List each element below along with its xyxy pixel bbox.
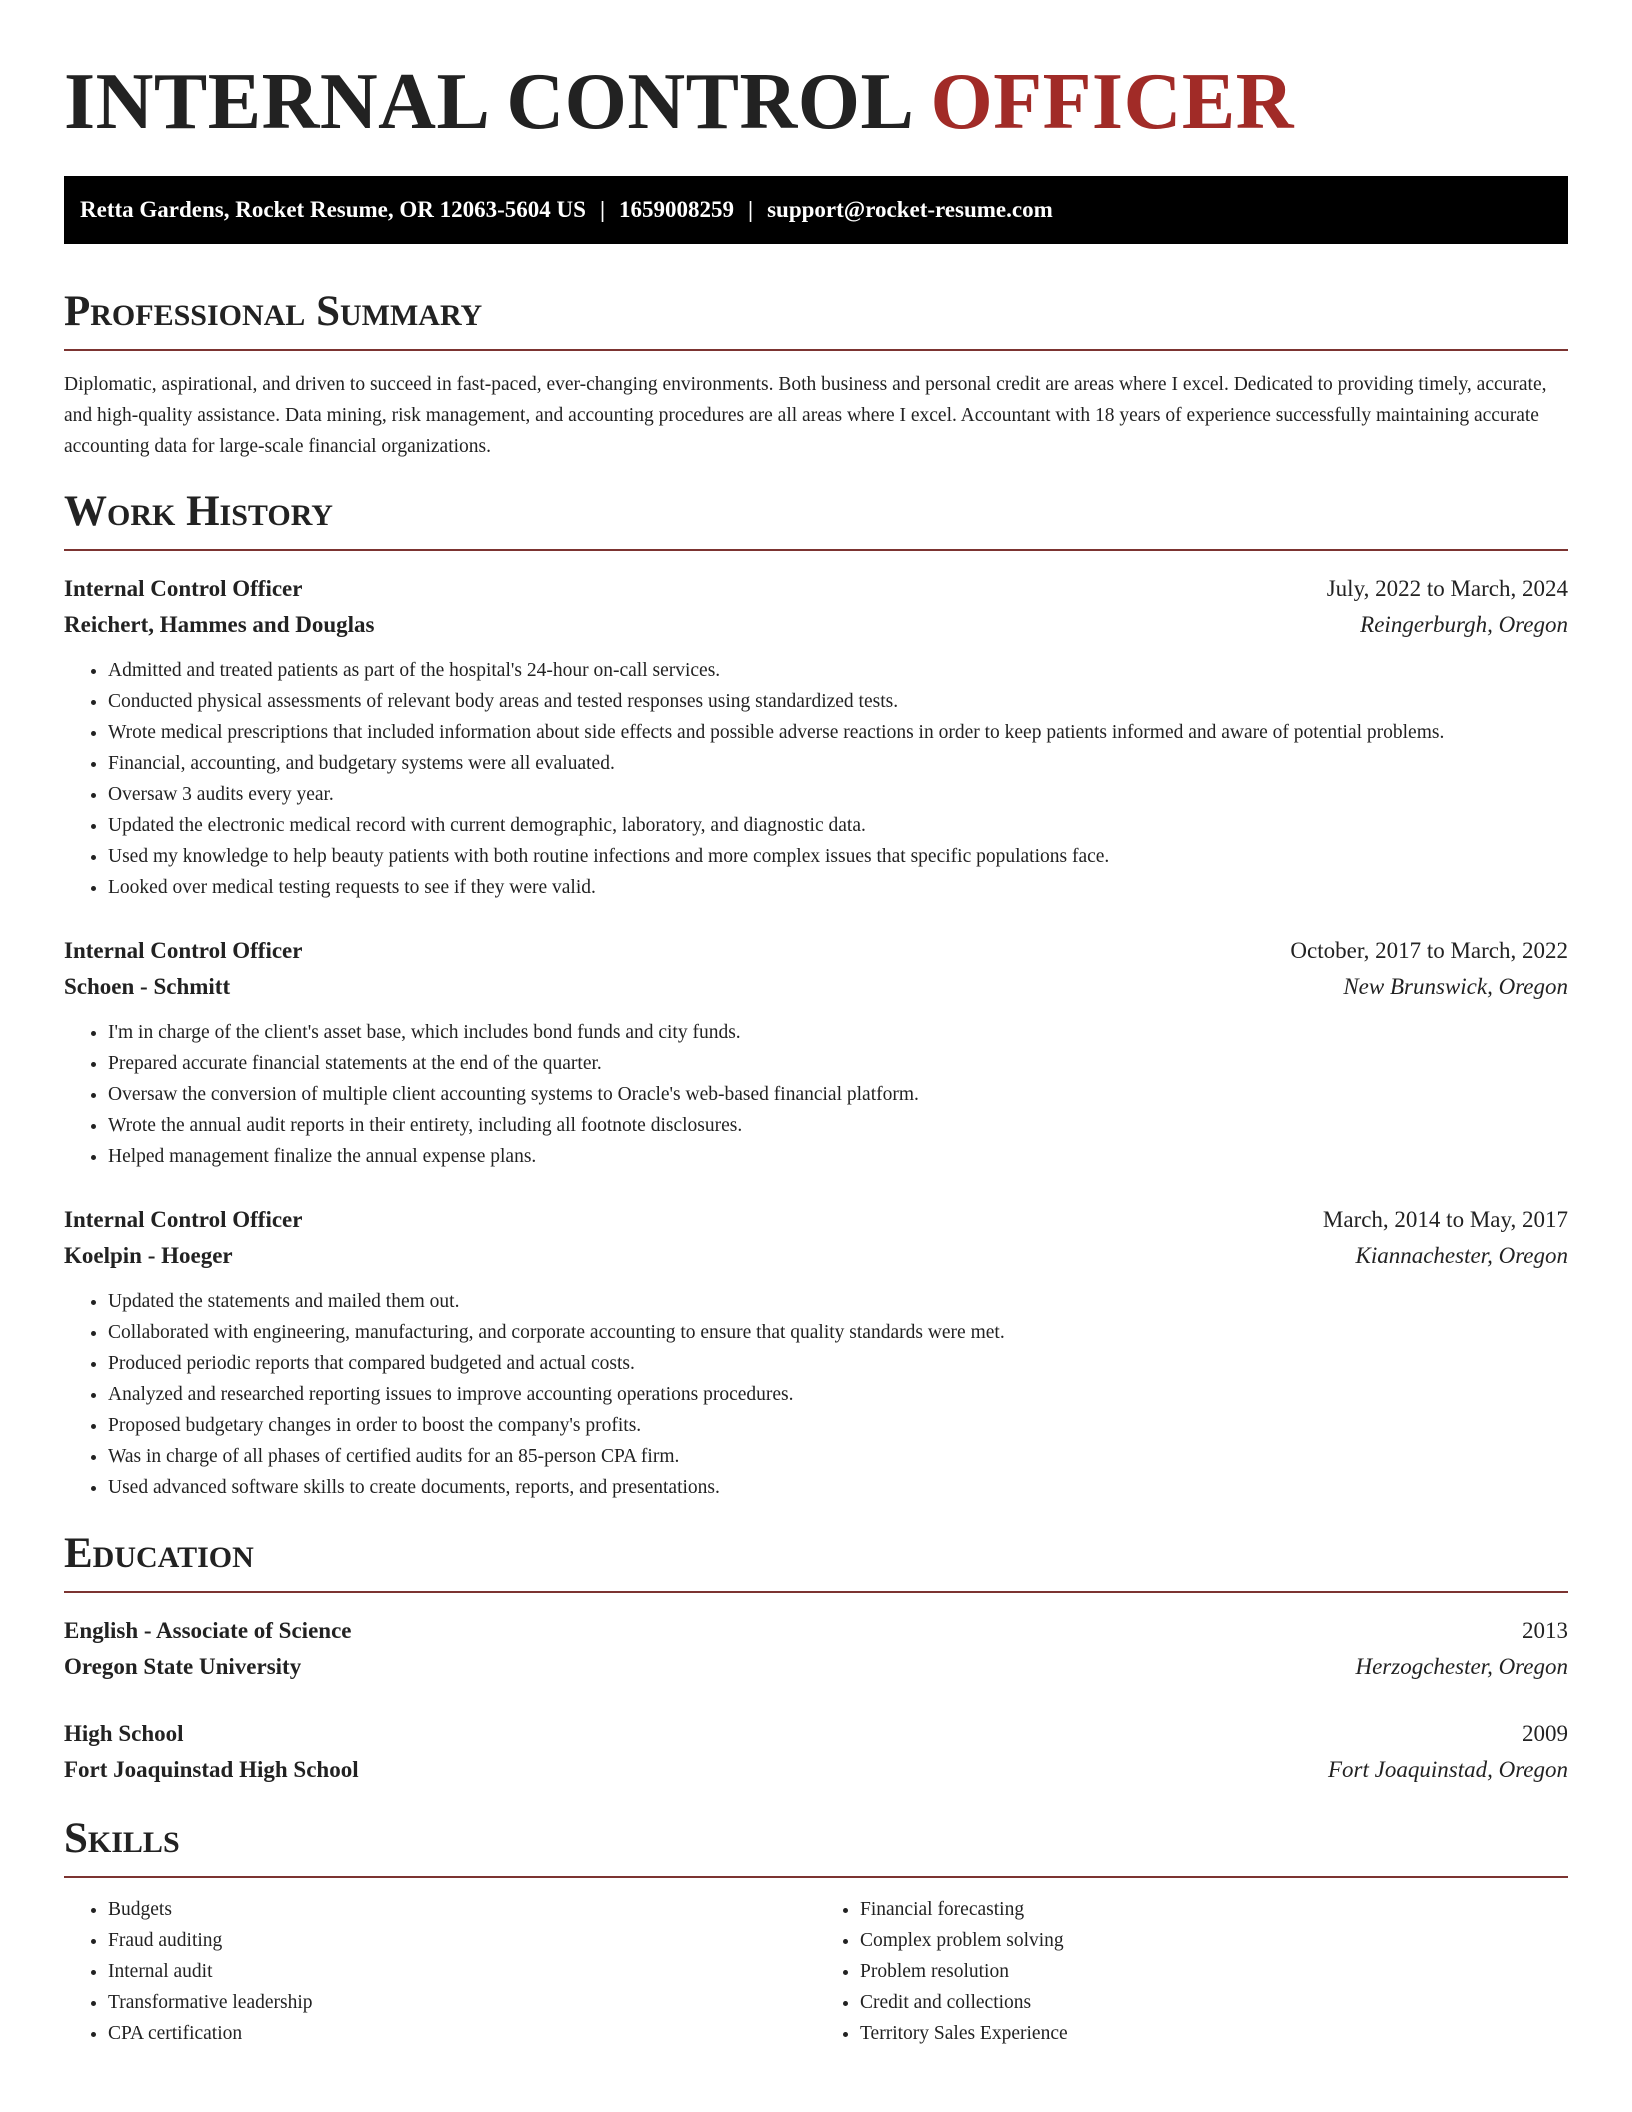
job-entry	[64, 571, 1568, 903]
contact-phone: 1659008259	[619, 197, 735, 222]
skill-item: • Financial forecasting	[860, 1894, 1568, 1925]
job-bullet: • Analyzed and researched reporting issues to improve accounting operations procedures.	[108, 1379, 1568, 1410]
job-bullet: • Produced periodic reports that compared budgeted and actual costs.	[108, 1348, 1568, 1379]
education-year: 2013	[1522, 1618, 1568, 1643]
job-bullet: • Collaborated with engineering, manufacturing, and corporate accounting to ensure that quality standards were met.	[108, 1317, 1568, 1348]
skill-item: • Internal audit	[108, 1956, 816, 1987]
skill-item: • Credit and collections	[860, 1987, 1568, 2018]
job-location: Kiannachester, Oregon	[1355, 1243, 1568, 1268]
job-bullet: • Wrote the annual audit reports in their entirety, including all footnote disclosures.	[108, 1110, 1568, 1141]
job-bullet: • Oversaw the conversion of multiple client accounting systems to Oracle's web-based financial platform.	[108, 1079, 1568, 1110]
skill-item: • Budgets	[108, 1894, 816, 1925]
skill-item: • CPA certification	[108, 2018, 816, 2049]
job-bullet: • Oversaw 3 audits every year.	[108, 779, 1568, 810]
work-history-heading: Work History	[64, 487, 1568, 551]
job-company: Schoen - Schmitt	[64, 974, 231, 999]
job-bullet: • Was in charge of all phases of certified audits for an 85-person CPA firm.	[108, 1441, 1568, 1472]
job-title: Internal Control Officer	[64, 1207, 303, 1232]
education-location: Fort Joaquinstad, Oregon	[1328, 1757, 1568, 1782]
resume-name	[64, 52, 1568, 152]
job-bullet: • Looked over medical testing requests to see if they were valid.	[108, 872, 1568, 903]
skills-column-right	[816, 1894, 1568, 2049]
job-bullets	[64, 1017, 1568, 1172]
education-entry	[64, 1613, 1568, 1685]
job-location: New Brunswick, Oregon	[1343, 974, 1568, 999]
summary-text: Diplomatic, aspirational, and driven to succeed in fast-paced, ever-changing environments. Both business and personal credit are areas where I excel. Dedicated to providing timely, accurate, and high-quality assistance. Data mining, risk management, and accounting procedures are all areas where I excel. Accountant with 18 years of experience successfully maintaining accurate accounting data for large-scale financial organizations.	[64, 374, 1547, 457]
job-bullets	[64, 1286, 1568, 1503]
skills-grid	[64, 1894, 1568, 2049]
job-entry	[64, 1202, 1568, 1503]
name-first: INTERNAL CONTROL	[64, 58, 910, 146]
skills-heading: Skills	[64, 1814, 1568, 1878]
resume-page	[64, 0, 1568, 2049]
education-heading: Education	[64, 1529, 1568, 1593]
skill-item: • Territory Sales Experience	[860, 2018, 1568, 2049]
job-title: Internal Control Officer	[64, 938, 303, 963]
job-location: Reingerburgh, Oregon	[1360, 612, 1568, 637]
contact-separator: |	[599, 197, 606, 222]
education-degree: High School	[64, 1721, 184, 1746]
job-bullet: • Updated the statements and mailed them out.	[108, 1286, 1568, 1317]
skill-item: • Transformative leadership	[108, 1987, 816, 2018]
skill-item: • Fraud auditing	[108, 1925, 816, 1956]
job-company: Reichert, Hammes and Douglas	[64, 612, 375, 637]
name-last: OFFICER	[930, 58, 1294, 146]
job-bullet: • Proposed budgetary changes in order to boost the company's profits.	[108, 1410, 1568, 1441]
skill-item: • Complex problem solving	[860, 1925, 1568, 1956]
job-bullet: • Conducted physical assessments of relevant body areas and tested responses using standardized tests.	[108, 686, 1568, 717]
job-dates: July, 2022 to March, 2024	[1326, 576, 1568, 601]
job-bullet: • Helped management finalize the annual expense plans.	[108, 1141, 1568, 1172]
education-entry	[64, 1716, 1568, 1788]
skills-column-left	[64, 1894, 816, 2049]
skill-item: • Problem resolution	[860, 1956, 1568, 1987]
job-bullet: • Wrote medical prescriptions that included information about side effects and possible adverse reactions in order to keep patients informed and aware of potential problems.	[108, 717, 1568, 748]
education-degree: English - Associate of Science	[64, 1618, 352, 1643]
contact-bar	[64, 176, 1568, 244]
summary-heading: Professional Summary	[64, 287, 1568, 351]
contact-email: support@rocket-resume.com	[767, 197, 1053, 222]
job-bullet: • Financial, accounting, and budgetary systems were all evaluated.	[108, 748, 1568, 779]
education-location: Herzogchester, Oregon	[1355, 1654, 1568, 1679]
education-school: Fort Joaquinstad High School	[64, 1757, 359, 1782]
contact-address: Retta Gardens, Rocket Resume, OR 12063-5604 US	[80, 197, 586, 222]
job-dates: March, 2014 to May, 2017	[1322, 1207, 1568, 1232]
job-bullet: • Used advanced software skills to create documents, reports, and presentations.	[108, 1472, 1568, 1503]
job-bullet: • I'm in charge of the client's asset base, which includes bond funds and city funds.	[108, 1017, 1568, 1048]
job-dates: October, 2017 to March, 2022	[1290, 938, 1568, 963]
job-bullets	[64, 655, 1568, 903]
job-bullet: • Prepared accurate financial statements at the end of the quarter.	[108, 1048, 1568, 1079]
education-school: Oregon State University	[64, 1654, 302, 1679]
job-title: Internal Control Officer	[64, 576, 303, 601]
education-year: 2009	[1522, 1721, 1568, 1746]
job-bullet: • Used my knowledge to help beauty patients with both routine infections and more complex issues that specific populations face.	[108, 841, 1568, 872]
contact-separator: |	[748, 197, 754, 222]
job-bullet: • Admitted and treated patients as part of the hospital's 24-hour on-call services.	[108, 655, 1568, 686]
job-bullet: • Updated the electronic medical record with current demographic, laboratory, and diagnostic data.	[108, 810, 1568, 841]
job-entry	[64, 933, 1568, 1172]
job-company: Koelpin - Hoeger	[64, 1243, 233, 1268]
